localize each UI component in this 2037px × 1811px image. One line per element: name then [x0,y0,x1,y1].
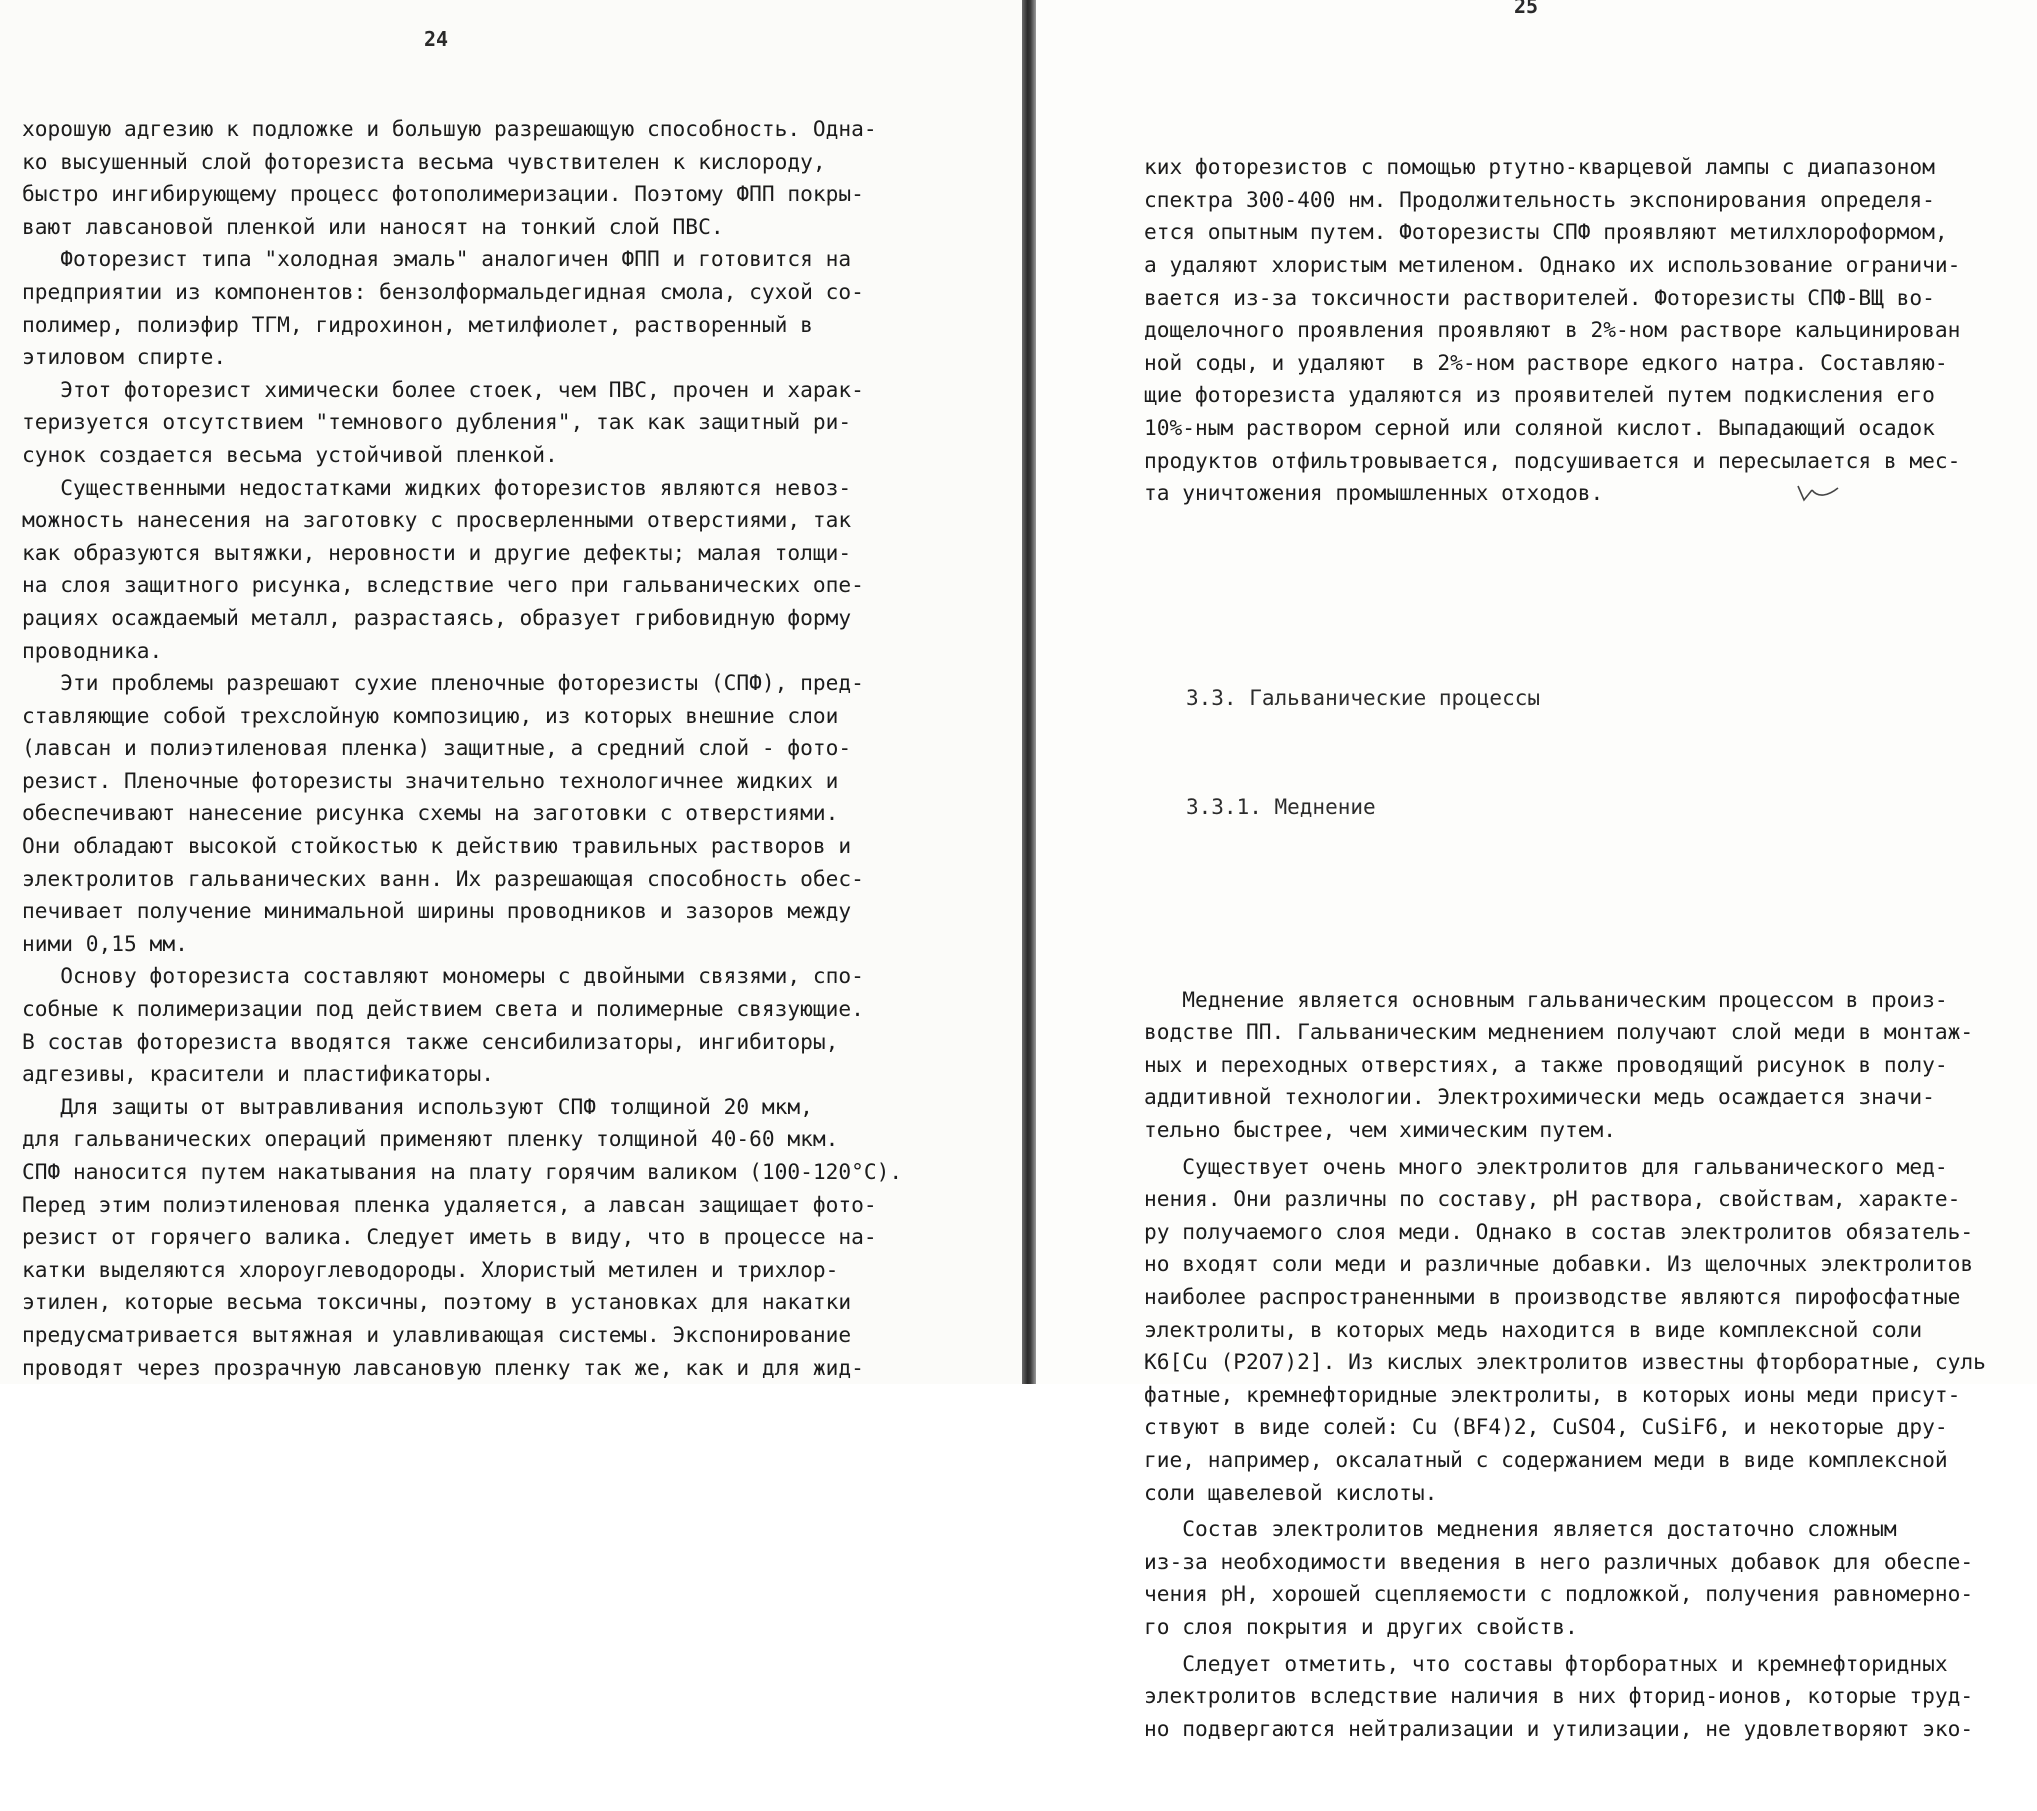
text-line: хорошую адгезию к подложке и большую разрешающую способность. Одна- [22,116,877,141]
text-line: аддитивной технологии. Электрохимически медь осаждается значи- [1144,1084,1935,1110]
text-line: щие фоторезиста удаляются из проявителей путем подкисления его [1144,382,1935,408]
right-page-text [1144,86,2034,1811]
text-line: ко высушенный слой фоторезиста весьма чувствителен к кислороду, [22,148,826,174]
text-line: печивает получение минимальной ширины проводников и зазоров между [22,898,852,924]
text-line: вается из-за токсичности растворителей. Фоторезисты СПФ-ВЩ во- [1144,284,1935,310]
text-line: ных и переходных отверстиях, а также проводящий рисунок в полу- [1144,1051,1948,1077]
text-line: электролитов гальванических ванн. Их разрешающая способность обес- [22,865,864,891]
subsection-heading: 3.3.1. Меднение [1186,795,1376,820]
text-line: из-за необходимости введения в него различных добавок для обеспе- [1144,1548,1974,1574]
text-line: Существует очень много электролитов для гальванического мед- [1144,1153,1948,1179]
text-line: (лавсан и полиэтиленовая пленка) защитные, а средний слой - фото- [22,735,852,761]
text-line: Существенными недостатками жидких фоторезистов являются невоз- [22,474,852,500]
text-line: этиловом спирте. [22,344,227,370]
handwritten-mark-icon [1794,482,1842,506]
text-line: тельно быстрее, чем химическим путем. [1144,1117,1616,1143]
text-line: собные к полимеризации под действием света и полимерные связующие. [22,996,864,1022]
text-line: можность нанесения на заготовку с просверленными отверстиями, так [22,507,852,533]
text-line: ких фоторезистов с помощью ртутно-кварцевой лампы с диапазоном [1144,154,1935,180]
text-line: Эти проблемы разрешают сухие пленочные фоторезисты (СПФ), пред- [22,670,864,696]
text-line: Перед этим полиэтиленовая пленка удаляется, а лавсан защищает фото- [22,1191,877,1217]
text-line: дощелочного проявления проявляют в 2%-ном растворе кальцинирован [1144,317,1961,343]
text-line: но входят соли меди и различные добавки. Из щелочных электролитов [1144,1251,1974,1277]
text-line: этилен, которые весьма токсичны, поэтому в установках для накатки [22,1289,852,1315]
text-line: Фоторезист типа "холодная эмаль" аналогичен ФПП и готовится на [22,246,852,272]
text-line: нения. Они различны по составу, pH раствора, свойствам, характе- [1144,1186,1961,1212]
left-page-text [22,113,1012,1384]
text-line: спектра 300-400 нм. Продолжительность экспонирования определя- [1144,186,1935,212]
text-line: сунок создается весьма устойчивой пленкой. [22,441,558,467]
page-number: 24 [424,27,449,51]
text-line: электролиты, в которых медь находится в виде комплексной соли [1144,1316,1923,1342]
text-line: Этот фоторезист химически более стоек, чем ПВС, прочен и харак- [22,376,864,402]
text-line: а удаляют хлористым метиленом. Однако их использование ограничи- [1144,251,1961,277]
text-line: электролитов вследствие наличия в них фторид-ионов, которые труд- [1144,1683,1974,1709]
text-line: фатные, кремнефторидные электролиты, в которых ионы меди присут- [1144,1381,1961,1407]
text-line: предусматривается вытяжная и улавливающая системы. Экспонирование [22,1321,852,1347]
text-line: резист от горячего валика. Следует иметь в виду, что в процессе на- [22,1224,877,1250]
text-line: Состав электролитов меднения является достаточно сложным [1144,1516,1897,1542]
text-line: резист. Пленочные фоторезисты значительно технологичнее жидких и [22,767,839,793]
page-number: 25 [1514,0,1539,18]
text-line: В состав фоторезиста вводятся также сенсибилизаторы, ингибиторы, [22,1028,839,1054]
text-line: чения pH, хорошей сцепляемости с подложкой, получения равномерно- [1144,1581,1974,1607]
text-line: рациях осаждаемый металл, разрастаясь, образует грибовидную форму [22,604,852,630]
text-line: как образуются вытяжки, неровности и другие дефекты; малая толщи- [22,539,852,565]
text-line: полимер, полиэфир ТГМ, гидрохинон, метилфиолет, растворенный в [22,311,813,337]
text-line: водстве ПП. Гальваническим меднением получают слой меди в монтаж- [1144,1019,1974,1045]
text-line: ними 0,15 мм. [22,930,188,956]
text-line: ствуют в виде солей: Cu (BF4)2, CuSO4, CuSiF6, и некоторые дру- [1144,1414,1948,1440]
text-line: Следует отметить, что составы фторборатных и кремнефторидных [1144,1650,1948,1676]
text-line: ной соды, и удаляют в 2%-ном растворе едкого натра. Составляю- [1144,349,1948,375]
text-line: вают лавсановой пленкой или наносят на тонкий слой ПВС. [22,213,724,239]
text-line: гие, например, оксалатный с содержанием меди в виде комплексной [1144,1446,1948,1472]
right-page [1036,0,2037,1741]
text-line: Основу фоторезиста составляют мономеры с двойными связями, спо- [22,963,864,989]
text-line: 10%-ным раствором серной или соляной кислот. Выпадающий осадок [1144,414,1935,440]
text-line: Для защиты от вытравливания используют СПФ толщиной 20 мкм, [22,1093,813,1119]
text-line: соли щавелевой кислоты. [1144,1479,1438,1505]
text-line: Меднение является основным гальваническим процессом в произ- [1144,986,1948,1012]
section-heading: 3.3. Гальванические процессы [1186,686,1541,711]
text-line: быстро ингибирующему процесс фотополимеризации. Поэтому ФПП покры- [22,181,864,207]
text-line: го слоя покрытия и других свойств. [1144,1613,1578,1639]
text-line: для гальванических операций применяют пленку толщиной 40-60 мкм. [22,1126,839,1152]
text-line: K6[Cu (P2O7)2]. Из кислых электролитов известны фторборатные, суль [1144,1349,1986,1375]
text-line: на слоя защитного рисунка, вследствие чего при гальванических опе- [22,572,864,598]
text-line: наиболее распространенными в производстве являются пирофосфатные [1144,1284,1961,1309]
text-line: ставляющие собой трехслойную композицию, из которых внешние слои [22,702,839,728]
text-line: но подвергаются нейтрализации и утилизации, не удовлетворяют эко- [1144,1715,1974,1741]
text-line: Они обладают высокой стойкостью к действию травильных растворов и [22,833,852,859]
text-line: теризуется отсутствием "темнового дубления", так как защитный ри- [22,409,852,435]
text-line: продуктов отфильтровывается, подсушивается и пересылается в мес- [1144,447,1961,473]
left-page [0,0,1022,1384]
text-line: обеспечивают нанесение рисунка схемы на заготовки с отверстиями. [22,800,839,826]
text-line: катки выделяются хлороуглеводороды. Хлористый метилен и трихлор- [22,1256,839,1282]
text-line: та уничтожения промышленных отходов. [1144,480,1604,506]
text-line: проводника. [22,637,163,663]
text-line: проводят через прозрачную лавсановую пленку так же, как и для жид- [22,1354,864,1380]
text-line: СПФ наносится путем накатывания на плату горячим валиком (100-120°C). [22,1159,903,1184]
book-spine [1022,0,1036,1384]
text-line: ру получаемого слоя меди. Однако в состав электролитов обязатель- [1144,1218,1974,1244]
text-line: предприятии из компонентов: бензолформальдегидная смола, сухой со- [22,278,864,304]
text-line: адгезивы, красители и пластификаторы. [22,1061,494,1087]
text-line: ется опытным путем. Фоторезисты СПФ проявляют метилхлороформом, [1144,219,1948,245]
